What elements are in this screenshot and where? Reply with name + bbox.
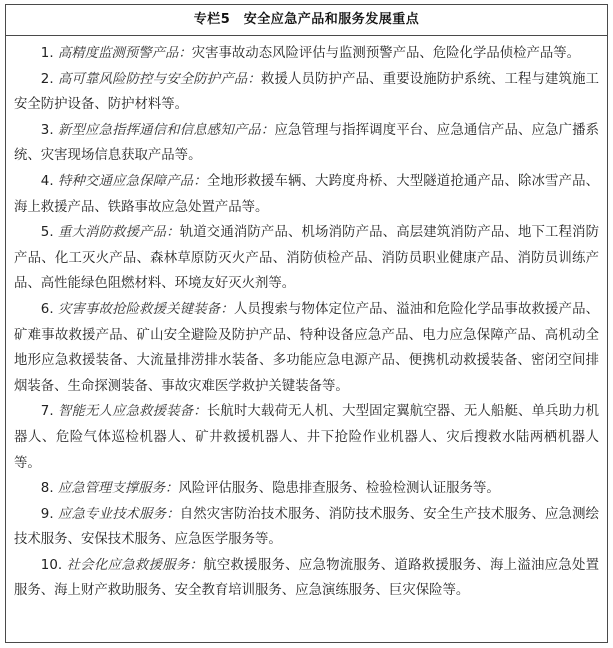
item-category: 新型应急指挥通信和信息感知产品： (57, 122, 275, 138)
item-number: 5. (40, 225, 54, 241)
list-item (14, 553, 599, 604)
item-text: 长航时大载荷无人机、大型固定翼航空器、无人船艇、单兵助力机器人、危险气体巡检机器人、矿井救援机器人、井下抢险作业机器人、灾后搜救水陆两栖机器人等。 (14, 404, 600, 471)
item-category: 特种交通应急保障产品： (57, 173, 207, 189)
item-number: 1. (40, 46, 54, 61)
item-number: 4. (40, 173, 54, 189)
item-number: 7. (40, 404, 54, 420)
item-number: 6. (40, 301, 54, 317)
item-text: 灾害事故动态风险评估与监测预警产品、危险化学品侦检产品等。 (191, 46, 581, 61)
item-text: 人员搜索与物体定位产品、溢油和危险化学品事故救援产品、矿难事故救援产品、矿山安全避险及防护产品、特种设备应急产品、电力应急保障产品、高机动全地形应急救援装备、大流量排涝排水装备、多功能应急电源产品、便携机动救援装备、密闭空间排烟装备、生命探测装备、事故灾难医学救护关键装备等。 (14, 301, 599, 394)
item-category: 高可靠风险防控与安全防护产品： (57, 71, 261, 87)
item-number: 8. (40, 481, 54, 497)
item-text: 自然灾害防治技术服务、消防技术服务、安全生产技术服务、应急测绘技术服务、安保技术服务、应急医学服务等。 (14, 506, 600, 548)
item-category: 高精度监测预警产品： (57, 46, 192, 61)
list-item (14, 169, 599, 220)
list-item (14, 399, 599, 476)
item-number: 2. (40, 71, 54, 87)
item-list (6, 36, 607, 604)
item-number: 3. (40, 122, 54, 138)
item-category: 社会化应急救援服务： (66, 557, 204, 573)
list-item (14, 67, 599, 118)
list-item (14, 476, 599, 502)
list-item (14, 297, 599, 399)
column-title: 专栏5 安全应急产品和服务发展重点 (6, 5, 607, 36)
list-item (14, 41, 599, 67)
item-category: 重大消防救援产品： (57, 225, 180, 241)
item-category: 智能无人应急救援装备： (57, 404, 207, 420)
item-category: 应急专业技术服务： (57, 506, 180, 522)
item-number: 9. (40, 506, 54, 522)
item-text: 航空救援服务、应急物流服务、道路救援服务、海上溢油应急处置服务、海上财产救助服务、安全教育培训服务、应急演练服务、巨灾保险等。 (14, 557, 600, 599)
item-text: 风险评估服务、隐患排查服务、检验检测认证服务等。 (178, 481, 500, 497)
item-text: 应急管理与指挥调度平台、应急通信产品、应急广播系统、灾害现场信息获取产品等。 (14, 122, 600, 164)
item-category: 灾害事故抢险救援关键装备： (57, 301, 234, 317)
item-category: 应急管理支撑服务： (57, 481, 179, 497)
item-text: 轨道交通消防产品、机场消防产品、高层建筑消防产品、地下工程消防产品、化工灭火产品、森林草原防灭火产品、消防侦检产品、消防员职业健康产品、消防员训练产品、高性能绿色阻燃材料、环境友好灭火剂等。 (14, 225, 600, 292)
item-text: 救援人员防护产品、重要设施防护系统、工程与建筑施工安全防护设备、防护材料等。 (14, 71, 600, 113)
list-item (14, 502, 599, 553)
list-item (14, 220, 599, 297)
column-box (5, 4, 608, 643)
item-number: 10. (40, 557, 63, 573)
list-item (14, 118, 599, 169)
item-text: 全地形救援车辆、大跨度舟桥、大型隧道抢通产品、除冰雪产品、海上救援产品、铁路事故应急处置产品等。 (14, 173, 600, 215)
